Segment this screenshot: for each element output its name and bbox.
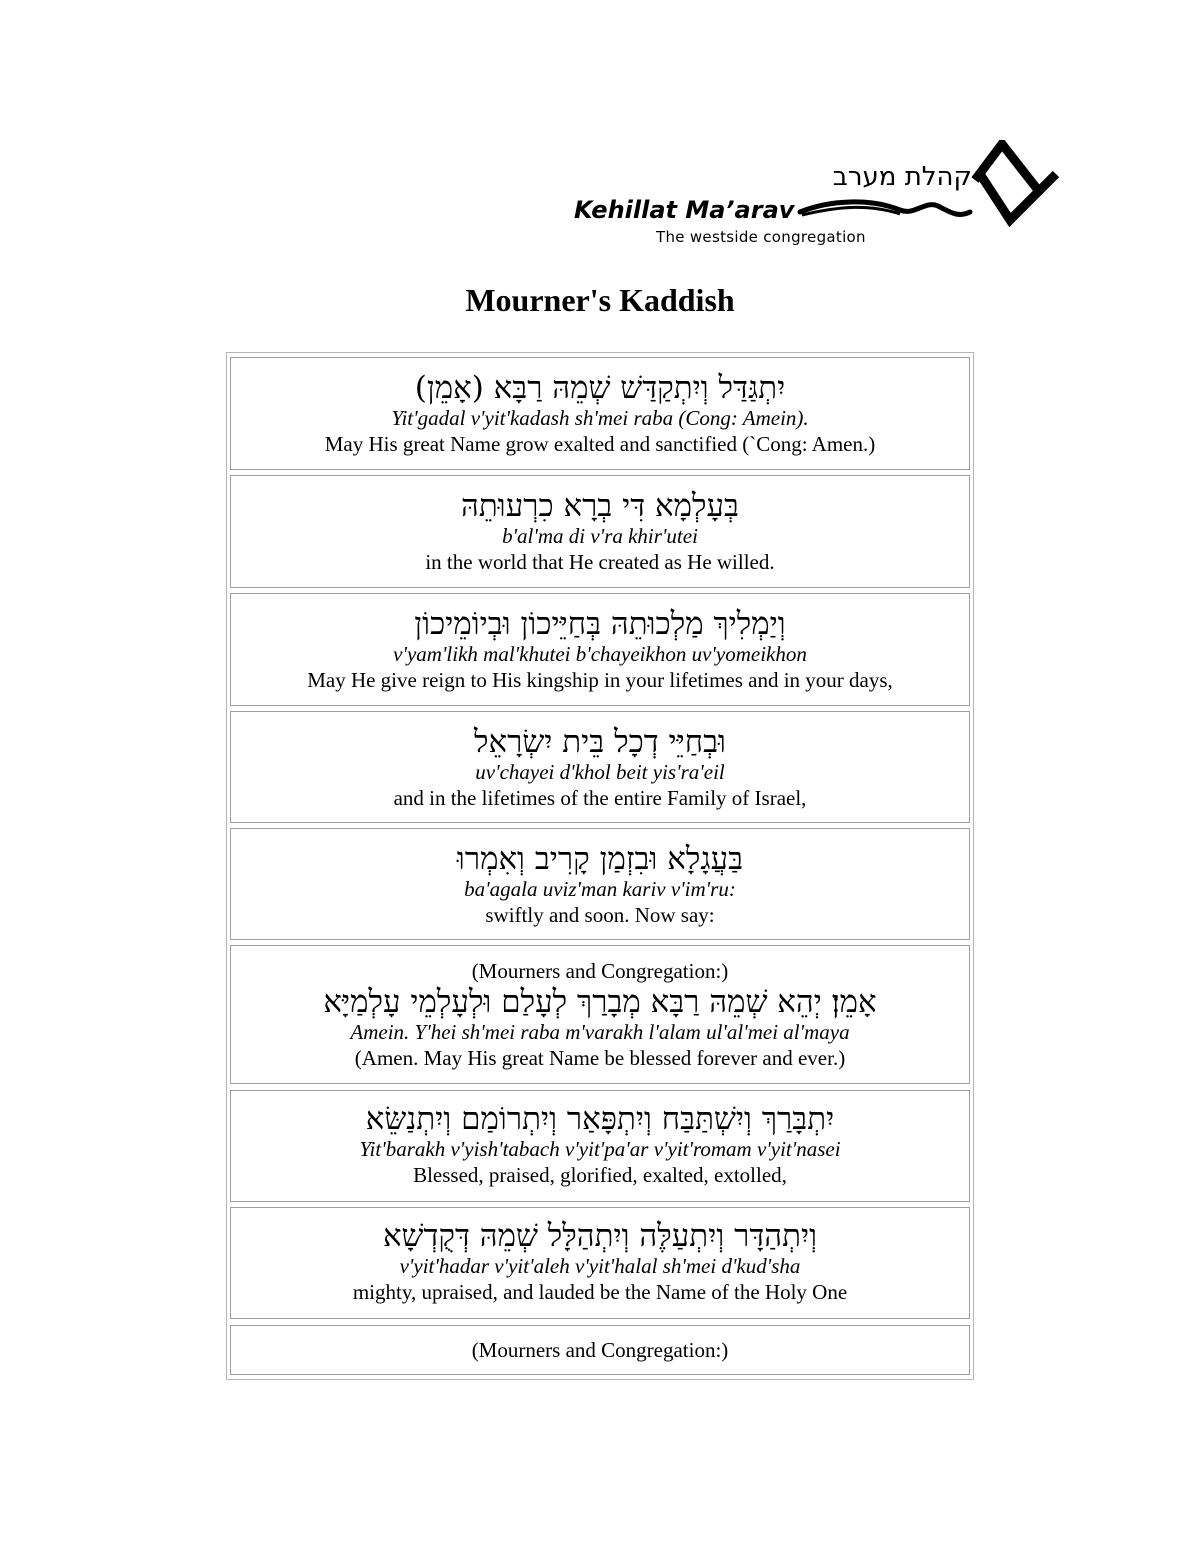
transliteration-line: v'yam'likh mal'khutei b'chayeikhon uv'yomeikhon <box>393 642 807 666</box>
english-line: mighty, upraised, and lauded be the Name of the Holy One <box>352 1280 848 1304</box>
response-cue: (Mourners and Congregation:) <box>471 1338 729 1362</box>
hebrew-line: וְיַמְלִיךְ מַלְכוּתֵהּ בְּחַיֵּיכוֹן וּבְיוֹמֵיכוֹן <box>414 606 786 642</box>
english-line: Blessed, praised, glorified, exalted, extolled, <box>413 1163 787 1187</box>
prayer-row <box>230 711 970 823</box>
english-line: (Amen. May His great Name be blessed forever and ever.) <box>354 1046 846 1070</box>
english-line: swiftly and soon. Now say: <box>485 903 715 927</box>
prayer-row <box>230 593 970 706</box>
transliteration-line: b'al'ma di v'ra khir'utei <box>502 524 698 548</box>
prayer-row <box>230 1207 970 1319</box>
prayer-row <box>230 945 970 1084</box>
hebrew-line: וְיִתְהַדָּר וְיִתְעַלֶּה וְיִתְהַלָּל שְׁמֵהּ דְּקֻדְשָׁא <box>382 1218 818 1254</box>
prayer-row <box>230 828 970 940</box>
logo-name: Kehillat Ma’arav <box>574 196 795 224</box>
logo-tagline: The westside congregation <box>656 228 866 246</box>
prayer-row <box>230 357 970 470</box>
hebrew-line: יִתְגַּדַּל וְיִתְקַדַּשׁ שְׁמֵהּ רַבָּא (אָמֵן) <box>414 370 786 406</box>
transliteration-line: Yit'barakh v'yish'tabach v'yit'pa'ar v'yit'romam v'yit'nasei <box>359 1137 841 1161</box>
transliteration-line: uv'chayei d'khol beit yis'ra'eil <box>475 760 725 784</box>
hebrew-line: אָמֵן׃ יְהֵא שְׁמֵהּ רַבָּא מְבָרַךְ לְעָלַם וּלְעָלְמֵי עָלְמַיָּא <box>323 984 877 1020</box>
prayer-row <box>230 1325 970 1375</box>
english-line: in the world that He created as He willed. <box>425 550 775 574</box>
transliteration-line: v'yit'hadar v'yit'aleh v'yit'halal sh'mei d'kud'sha <box>399 1254 801 1278</box>
english-line: May His great Name grow exalted and sanctified (`Cong: Amen.) <box>324 432 876 456</box>
english-line: May He give reign to His kingship in your lifetimes and in your days, <box>307 668 893 692</box>
hebrew-line: יִתְבָּרַךְ וְיִשְׁתַּבַּח וְיִתְפָּאַר וְיִתְרוֹמַם וְיִתְנַשֵּׂא <box>365 1101 835 1137</box>
transliteration-line: ba'agala uviz'man kariv v'im'ru: <box>464 877 736 901</box>
logo-hebrew-name: קהלת מערב <box>832 162 972 192</box>
hebrew-line: בְּעָלְמָא דִּי בְרָא כִרְעוּתֵהּ <box>461 488 739 524</box>
prayer-row <box>230 1090 970 1202</box>
prayer-row <box>230 475 970 588</box>
page-title: Mourner's Kaddish <box>465 282 735 318</box>
english-line: and in the lifetimes of the entire Family of Israel, <box>393 786 807 810</box>
hebrew-line: בַּעֲגָלָא וּבִזְמַן קָרִיב וְאִמְרוּ <box>456 841 744 877</box>
response-cue: (Mourners and Congregation:) <box>471 959 729 983</box>
transliteration-line: Yit'gadal v'yit'kadash sh'mei raba (Cong: Amein). <box>391 406 809 430</box>
hebrew-line: וּבְחַיֵּי דְכָל בֵּית יִשְׂרָאֵל <box>474 724 726 760</box>
transliteration-line: Amein. Y'hei sh'mei raba m'varakh l'alam ul'al'mei al'maya <box>350 1020 850 1044</box>
kehillat-maarav-logo <box>570 140 1070 250</box>
